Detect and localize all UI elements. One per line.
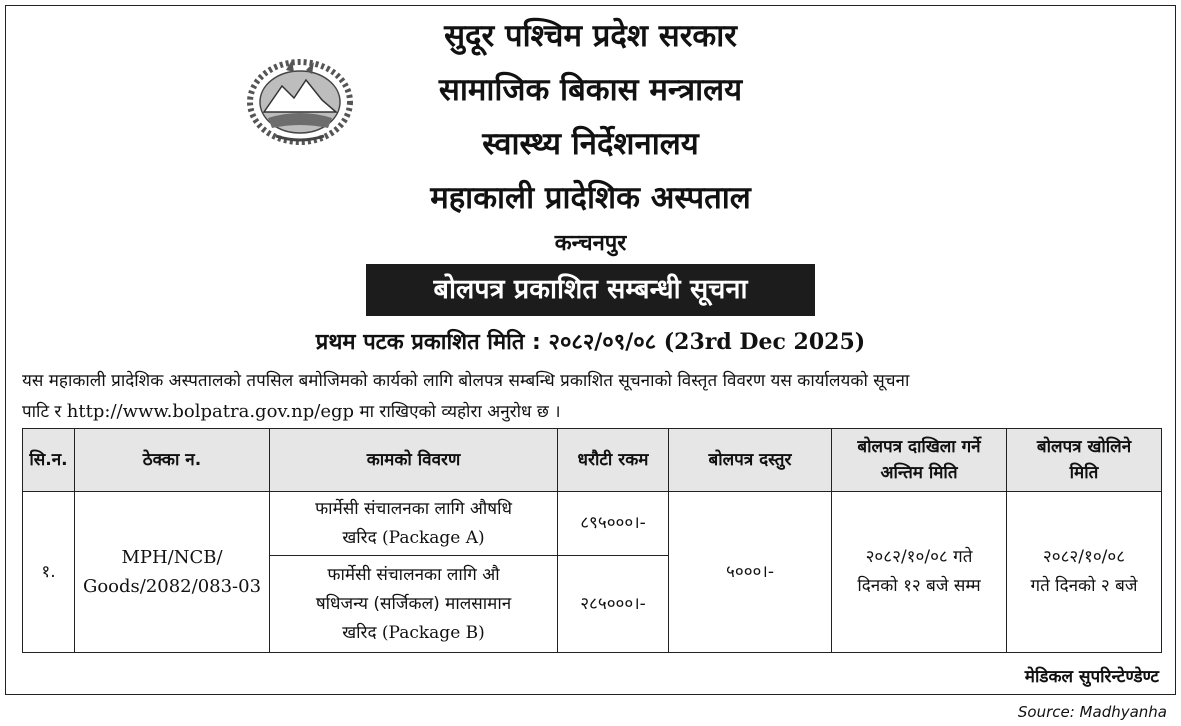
header-line-ministry: सामाजिक बिकास मन्त्रालय [438,72,743,108]
cell-sn: १. [23,492,75,653]
opening-line1: २०८२/१०/०८ [1042,547,1126,567]
header-line-directorate: स्वास्थ्य निर्देशनालय [482,126,699,162]
publication-date-np: २०८२/०९/०८ [548,330,657,355]
header-opening [1007,429,1162,492]
item2-line1: फार्मेसी संचालनका लागि औ [327,564,500,585]
cell-item1-description [270,492,558,556]
header-deadline-line1: बोलपत्र दाखिला गर्ने [857,437,981,457]
intro-line-2-post: मा राखिएको व्यहोरा अनुरोध छ । [354,402,561,422]
header-opening-line2: मिति [1069,463,1099,483]
item1-line2-np: खरिद [342,527,383,548]
header-deadline [832,429,1007,492]
publication-date-line [0,326,1181,356]
header-line-province: सुदूर पश्चिम प्रदेश सरकार [444,18,737,54]
item1-line1: फार्मेसी संचालनका लागि औषधि [315,498,512,519]
cell-contract-no [75,492,270,653]
notice-title: बोलपत्र प्रकाशित सम्बन्धी सूचना [366,264,815,316]
source-credit: Source: Madhyanha [1017,703,1167,721]
header-sn: सि.न. [23,429,75,492]
cell-opening [1007,492,1162,653]
header-fee: बोलपत्र दस्तुर [669,429,832,492]
contract-no-line1: MPH/NCB/ [121,547,223,568]
deadline-line1: २०८२/१०/०८ गते [865,547,973,567]
header-deadline-line2: अन्तिम मिति [880,463,958,483]
cell-fee: ५०००।- [669,492,832,653]
item1-line2-en: (Package A) [382,527,485,548]
signature: मेडिकल सुपरिन्टेण्डेण्ट [1024,667,1159,687]
item2-line3-np: खरिद [342,622,382,643]
header-line-hospital: महाकाली प्रादेशिक अस्पताल [430,180,751,216]
publication-date-en: (23rd Dec 2025) [656,329,866,355]
header-contract-no: ठेक्का न. [75,429,270,492]
egp-url-link[interactable]: http://www.bolpatra.gov.np/egp [66,401,355,422]
table-header-row [23,429,1162,492]
header-description: कामको विवरण [270,429,558,492]
publication-label: प्रथम पटक प्रकाशित मिति : [315,330,549,355]
cell-deadline [832,492,1007,653]
cell-item2-description [270,556,558,653]
intro-line-2-pre: पाटि र [22,402,67,422]
intro-line-1: यस महाकाली प्रादेशिक अस्पतालको तपसिल बमोजिमको कार्यको लागि बोलपत्र सम्बन्धि प्रकाशित सूचनाको विस्तृत विवरण यस कार्यालयको सूचना [22,371,910,391]
header-deposit: धरौटी रकम [558,429,669,492]
cell-item2-deposit: २८५०००।- [558,556,669,653]
opening-line2: गते दिनको २ बजे [1030,576,1138,596]
contract-no-line2: Goods/2082/083-03 [82,576,262,597]
cell-item1-deposit: ८९५०००।- [558,492,669,556]
header-line-district: कन्चनपुर [554,231,627,256]
deadline-line2: दिनको १२ बजे सम्म [857,576,981,596]
intro-line-2 [22,399,1162,422]
table-row [23,492,1162,556]
item2-line3-en: (Package B) [381,622,485,643]
tender-table [22,428,1162,653]
header-opening-line1: बोलपत्र खोलिने [1036,437,1132,457]
item2-line2: षधिजन्य (सर्जिकल) मालसामान [315,593,512,614]
